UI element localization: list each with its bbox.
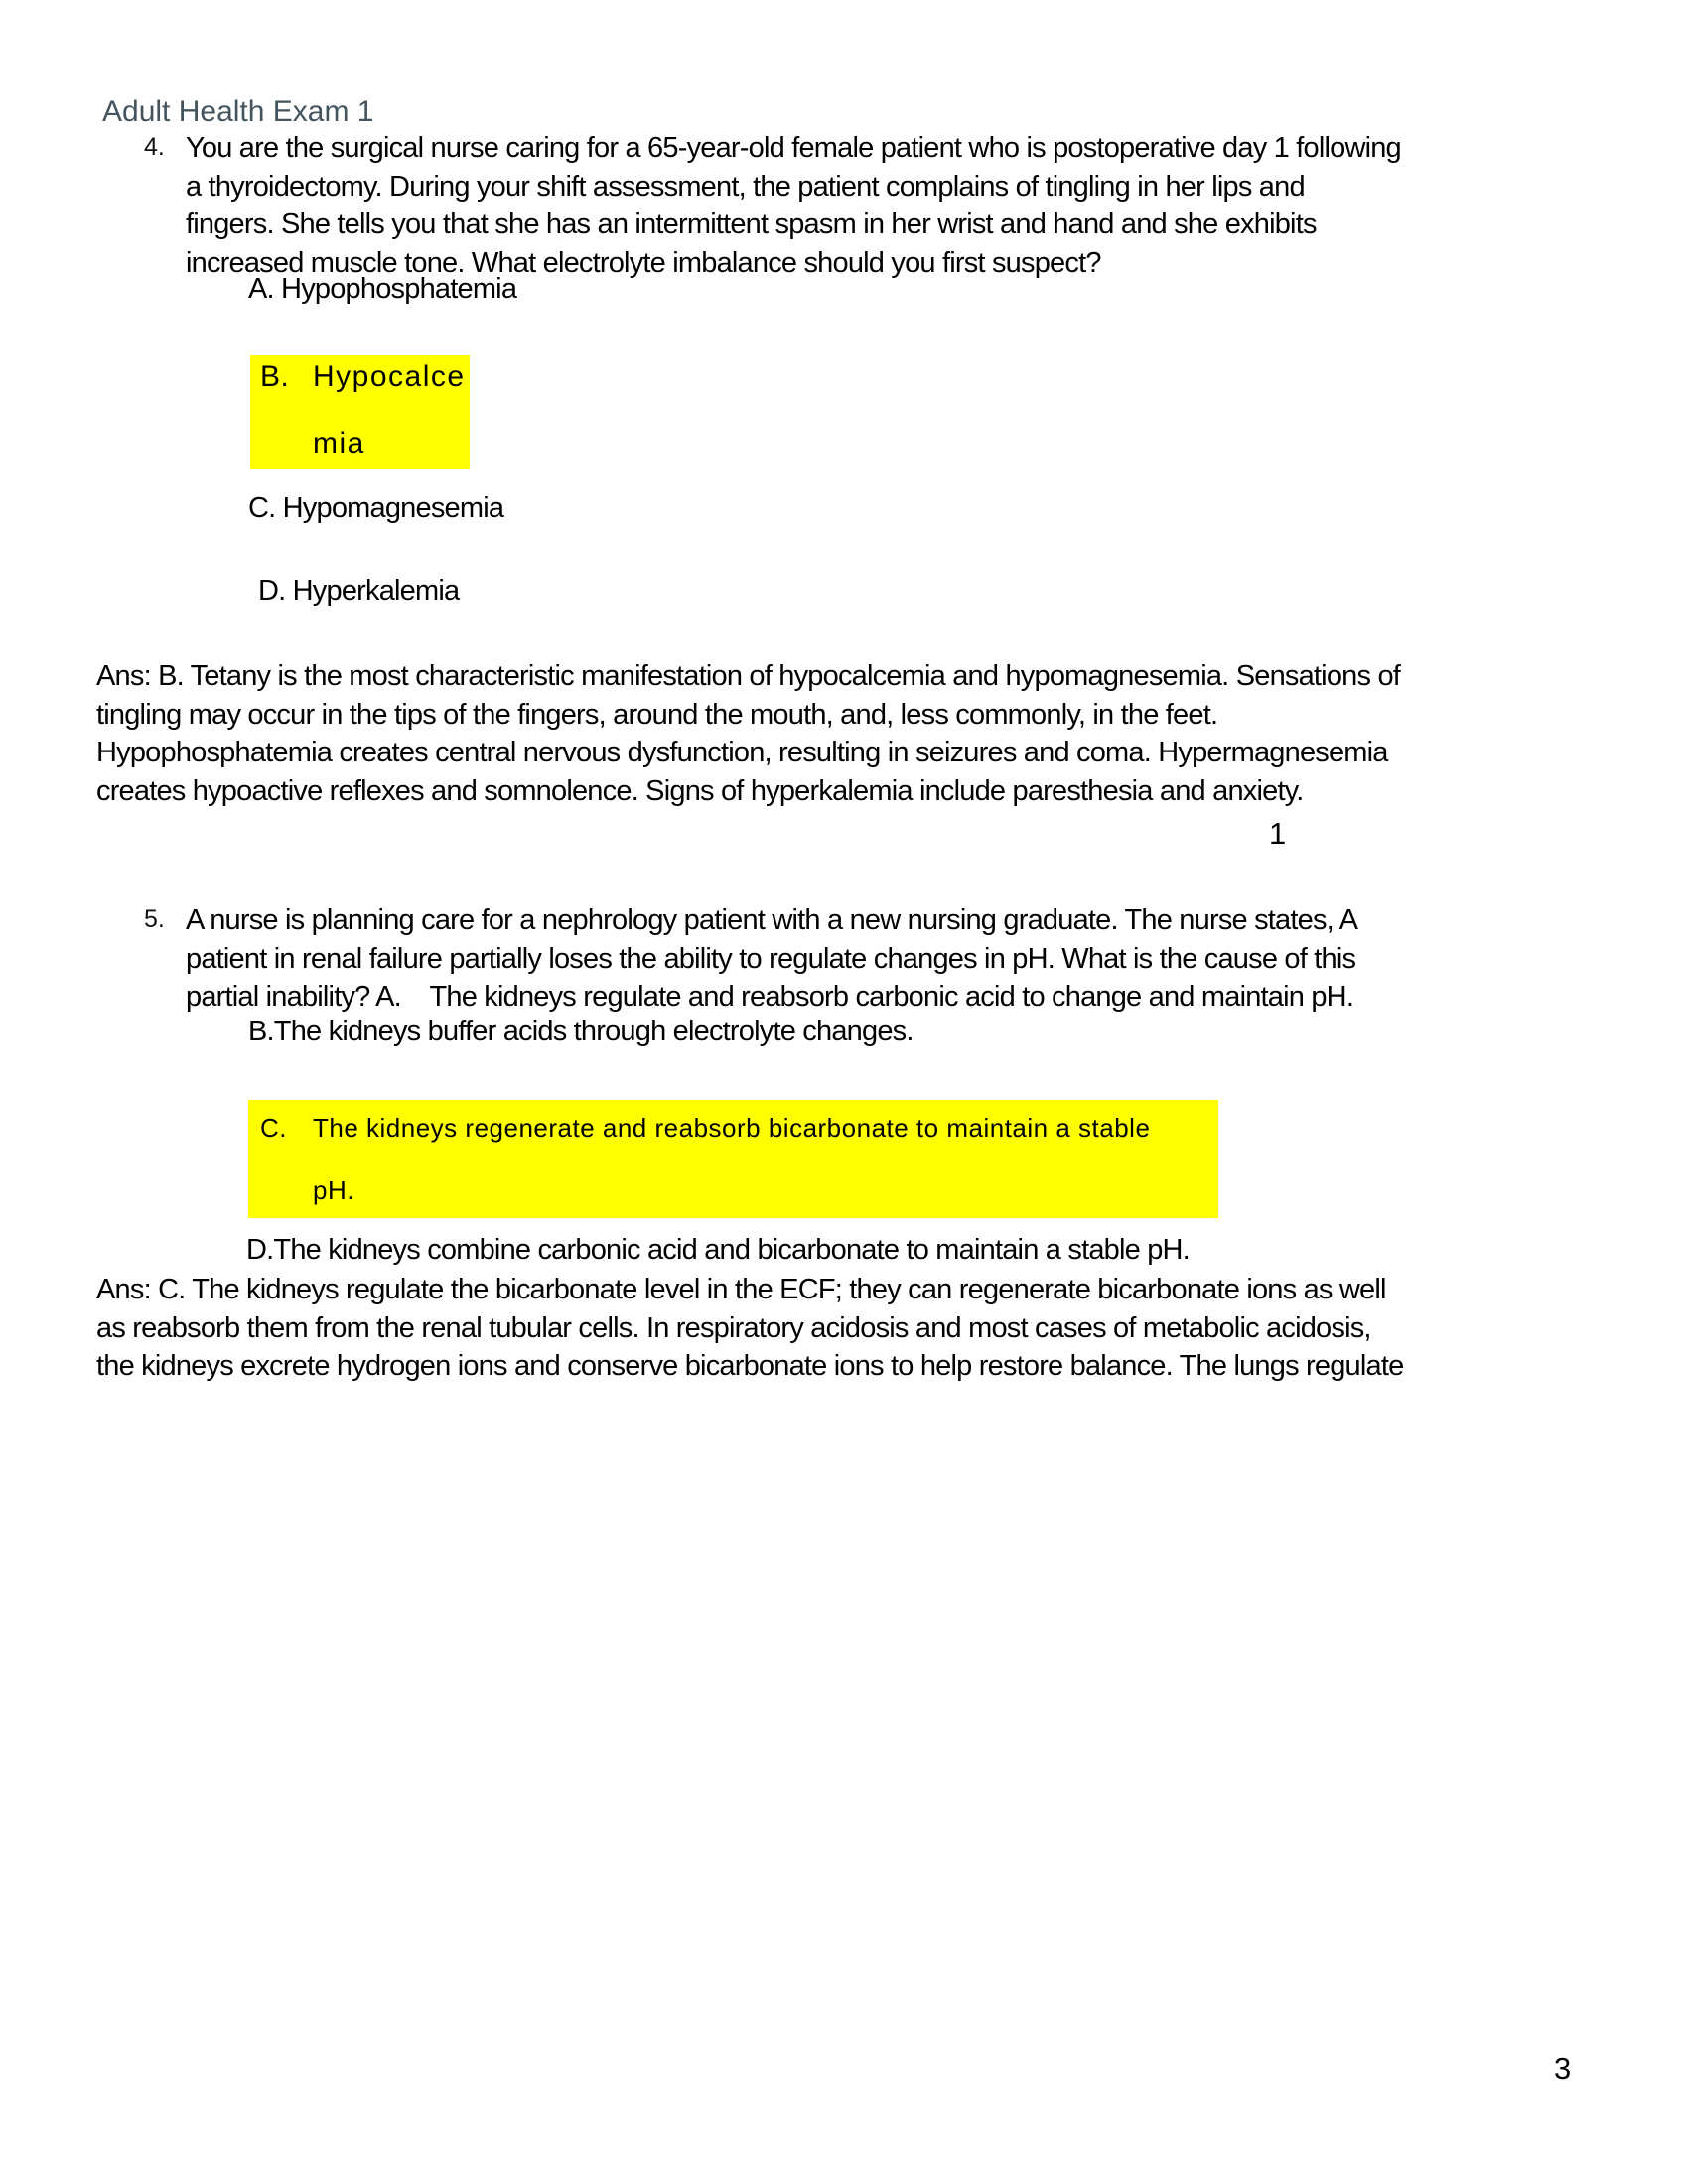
- question-5-answer: [96, 1271, 1403, 1386]
- question-5-option-c-text: The kidneys regenerate and reabsorb bicarbonate to maintain a stable: [313, 1113, 1151, 1143]
- page-number: 3: [1554, 2051, 1572, 2086]
- question-5-answer-line-2: as reabsorb them from the renal tubular cells. In respiratory acidosis and most cases of metabolic acidosis,: [96, 1311, 1371, 1344]
- question-4-text-line-1: You are the surgical nurse caring for a 65-year-old female patient who is postoperative day 1 following: [186, 132, 1401, 164]
- question-5-option-c-highlight: [248, 1100, 1218, 1218]
- question-4-text-line-4: increased muscle tone. What electrolyte imbalance should you first suspect?: [186, 246, 1101, 279]
- question-4-answer-line-2: tingling may occur in the tips of the fingers, around the mouth, and, less commonly, in the feet.: [96, 698, 1218, 731]
- question-4-option-b-line-1: [260, 360, 470, 394]
- question-4-text-line-2: a thyroidectomy. During your shift assessment, the patient complains of tingling in her lips and: [186, 170, 1305, 203]
- question-4-option-a: A. Hypophosphatemia: [248, 273, 517, 305]
- question-5-text-line-3: partial inability? A. The kidneys regulate and reabsorb carbonic acid to change and maintain pH.: [186, 981, 1354, 1013]
- question-5-answer-line-1: Ans: C. The kidneys regulate the bicarbonate level in the ECF; they can regenerate bicarbonate ions as well: [96, 1274, 1386, 1305]
- question-5-text: [186, 901, 1357, 1017]
- question-4-answer-line-1: Ans: B. Tetany is the most characteristic manifestation of hypocalcemia and hypomagnesemia. Sensations of: [96, 660, 1401, 692]
- question-5-option-d: D.The kidneys combine carbonic acid and bicarbonate to maintain a stable pH.: [246, 1234, 1190, 1266]
- question-5-text-line-2: patient in renal failure partially loses the ability to regulate changes in pH. What is the cause of this: [186, 942, 1356, 975]
- question-4-option-b-highlight: [250, 355, 470, 469]
- question-5-number: 5.: [144, 905, 165, 933]
- question-4-option-b-text: Hypocalce: [313, 360, 466, 393]
- question-5-option-b: B.The kidneys buffer acids through electrolyte changes.: [248, 1016, 914, 1047]
- question-4-answer-line-3: Hypophosphatemia creates central nervous dysfunction, resulting in seizures and coma. Hypermagnesemia: [96, 737, 1388, 768]
- question-4-text-line-3: fingers. She tells you that she has an intermittent spasm in her wrist and hand and she exhibits: [186, 208, 1317, 240]
- question-4-number: 4.: [144, 133, 165, 161]
- question-4-option-b-label: B.: [260, 360, 290, 393]
- question-5-option-c-line-1: [260, 1112, 1218, 1144]
- question-4-option-d: D. Hyperkalemia: [258, 575, 460, 607]
- question-5-option-c-line-2: pH.: [313, 1175, 354, 1205]
- question-5-option-c-label: C.: [260, 1113, 287, 1143]
- document-title: Adult Health Exam 1: [102, 95, 374, 128]
- question-4-answer: [96, 657, 1400, 810]
- question-4-answer-line-4: creates hypoactive reflexes and somnolence. Signs of hyperkalemia include paresthesia and anxiety.: [96, 774, 1304, 807]
- question-5-text-line-1: A nurse is planning care for a nephrology patient with a new nursing graduate. The nurse states, A: [186, 904, 1358, 936]
- question-4-option-b-line-2: mia: [313, 427, 365, 460]
- question-4-option-c: C. Hypomagnesemia: [248, 492, 504, 524]
- question-5-answer-line-3: the kidneys excrete hydrogen ions and conserve bicarbonate ions to help restore balance. The lungs regulate: [96, 1350, 1404, 1382]
- question-4-text: [186, 129, 1401, 282]
- inline-page-number: 1: [1269, 816, 1287, 851]
